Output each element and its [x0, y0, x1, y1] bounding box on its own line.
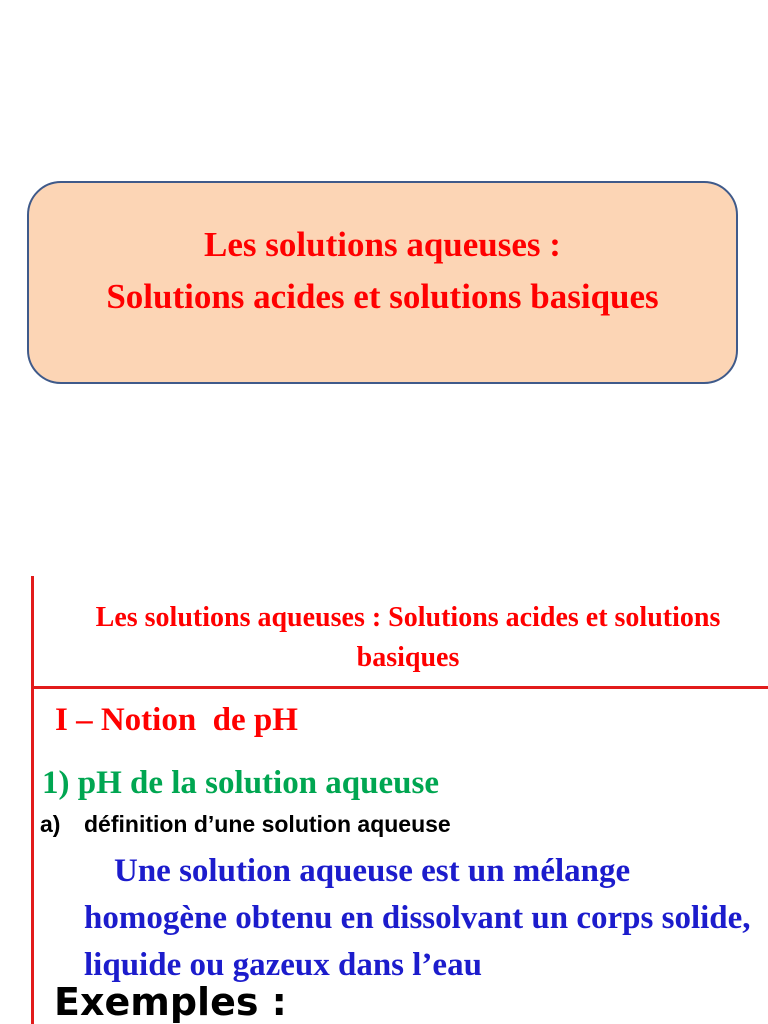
section-heading: I – Notion de pH: [55, 702, 298, 738]
slide2-left-rule: [31, 576, 34, 1024]
examples-label: Exemples :: [54, 980, 287, 1024]
slide-title-line-2: Solutions acides et solutions basiques: [106, 277, 659, 316]
subsection-heading: 1) pH de la solution aqueuse: [42, 765, 439, 801]
list-item-marker: a): [40, 811, 61, 837]
list-item-text: définition d’une solution aqueuse: [84, 811, 451, 837]
definition-text: Une solution aqueuse est un mélange homogène obtenu en dissolvant un corps solide, liquide ou gazeux dans l’eau: [84, 853, 751, 983]
slide2-header-rule: [31, 686, 768, 689]
slide-title-box: [27, 181, 738, 384]
slide-title-line-1: Les solutions aqueuses :: [204, 225, 561, 264]
list-item-definition: [40, 811, 451, 838]
slide2-header-title: Les solutions aqueuses : Solutions acides et solutions basiques: [95, 602, 721, 673]
definition-paragraph: [84, 848, 764, 989]
